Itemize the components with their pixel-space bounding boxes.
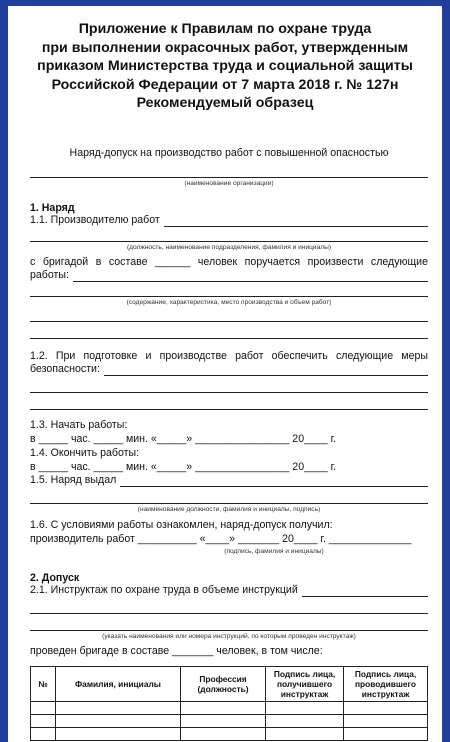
issuer-field[interactable] [120,475,428,487]
safety-row [30,363,428,376]
col-name: Фамилия, инициалы [56,666,181,701]
table-row [31,714,428,727]
producer-field[interactable] [164,215,428,227]
instructions-field[interactable] [302,585,428,597]
acknowledge-text: 1.6. С условиями работы ознакомлен, наряд-допуск получил: [30,518,333,531]
table-cell[interactable] [266,701,344,714]
producer-label: 1.1. Производителю работ [30,213,160,226]
works-field[interactable] [73,270,428,282]
col-sign-received: Подпись лица, получившего инструктаж [266,666,344,701]
table-cell[interactable] [181,714,266,727]
start-label: 1.3. Начать работы: [30,418,128,431]
document-header [18,20,432,113]
signature-caption: (подпись, фамилия и инициалы) [224,547,324,555]
producer-row [30,214,428,227]
issuer-row [30,474,428,487]
table-cell[interactable] [344,714,428,727]
producer-sign-field[interactable]: производитель работ __________ «____» _______ 20____ г. ______________ [30,532,412,545]
document-page [8,6,442,742]
brigade-text: с бригадой в составе ______ человек поручается произвести следующие [30,255,428,268]
col-sign-conducted: Подпись лица, проводившего инструктаж [344,666,428,701]
header-line: Приложение к Правилам по охране труда [78,21,372,37]
producer-field-2[interactable] [30,229,428,242]
table-cell[interactable] [266,727,344,740]
producer-caption: (должность, наименование подразделения, фамилия и инициалы) [126,243,332,251]
table-cell[interactable] [181,727,266,740]
table-cell[interactable] [56,701,181,714]
table-row [31,727,428,740]
issuer-caption: (наименование должности, фамилия и инициалы, подпись) [137,505,321,513]
table-cell[interactable] [181,701,266,714]
instructions-label: 2.1. Инструктаж по охране труда в объеме инструкций [30,583,298,596]
header-line: при выполнении окрасочных работ, утвержденным [41,39,409,56]
section1-heading: 1. Наряд [30,201,75,214]
table-cell[interactable] [31,714,56,727]
end-label: 1.4. Окончить работы: [30,446,140,459]
table-cell[interactable] [344,727,428,740]
table-cell[interactable] [344,701,428,714]
start-time-field[interactable]: в _____ час. _____ мин. «_____» ________________ 20____ г. [30,432,337,445]
works-row [30,269,428,282]
table-header-row [31,666,428,701]
safety-field-2[interactable] [30,380,428,393]
table-cell[interactable] [56,714,181,727]
table-row [31,701,428,714]
content-caption: (содержание, характеристика, место производства и объем работ) [126,298,332,306]
end-time-field[interactable]: в _____ час. _____ мин. «_____» ________________ 20____ г. [30,460,337,473]
col-profession: Профессия (должность) [181,666,266,701]
issuer-label: 1.5. Наряд выдал [30,473,117,486]
briefing-table [30,666,428,741]
table-cell[interactable] [56,727,181,740]
instructions-field-3[interactable] [30,618,428,631]
instructions-row [30,584,428,597]
header-line: Российской Федерации от 7 марта 2018 г. № 127н [51,76,399,93]
col-number: № [31,666,56,701]
table-cell[interactable] [31,727,56,740]
table-cell[interactable] [31,701,56,714]
form-body [30,147,428,741]
issuer-field-2[interactable] [30,491,428,504]
briefing-text: проведен бригаде в составе _______ человек, в том числе: [30,644,323,657]
org-field[interactable] [30,165,428,178]
safety-label: безопасности: [30,362,100,375]
form-title: Наряд-допуск на производство работ с повышенной опасностью [69,146,389,159]
safety-field[interactable] [104,364,428,376]
section2-heading: 2. Допуск [30,571,80,584]
instructions-caption: (указать наименования или номера инструкций, по которым проведен инструктаж) [102,632,356,640]
instructions-field-2[interactable] [30,601,428,614]
header-line: Рекомендуемый образец [136,95,314,111]
table-cell[interactable] [266,714,344,727]
works-field-4[interactable] [30,326,428,339]
safety-field-3[interactable] [30,397,428,410]
works-field-2[interactable] [30,284,428,297]
works-label: работы: [30,268,69,281]
safety-text: 1.2. При подготовке и производстве работ обеспечить следующие меры [30,349,428,362]
org-caption: (наименование организации) [184,179,274,187]
header-line: приказом Министерства труда и социальной защиты [37,58,413,74]
works-field-3[interactable] [30,309,428,322]
